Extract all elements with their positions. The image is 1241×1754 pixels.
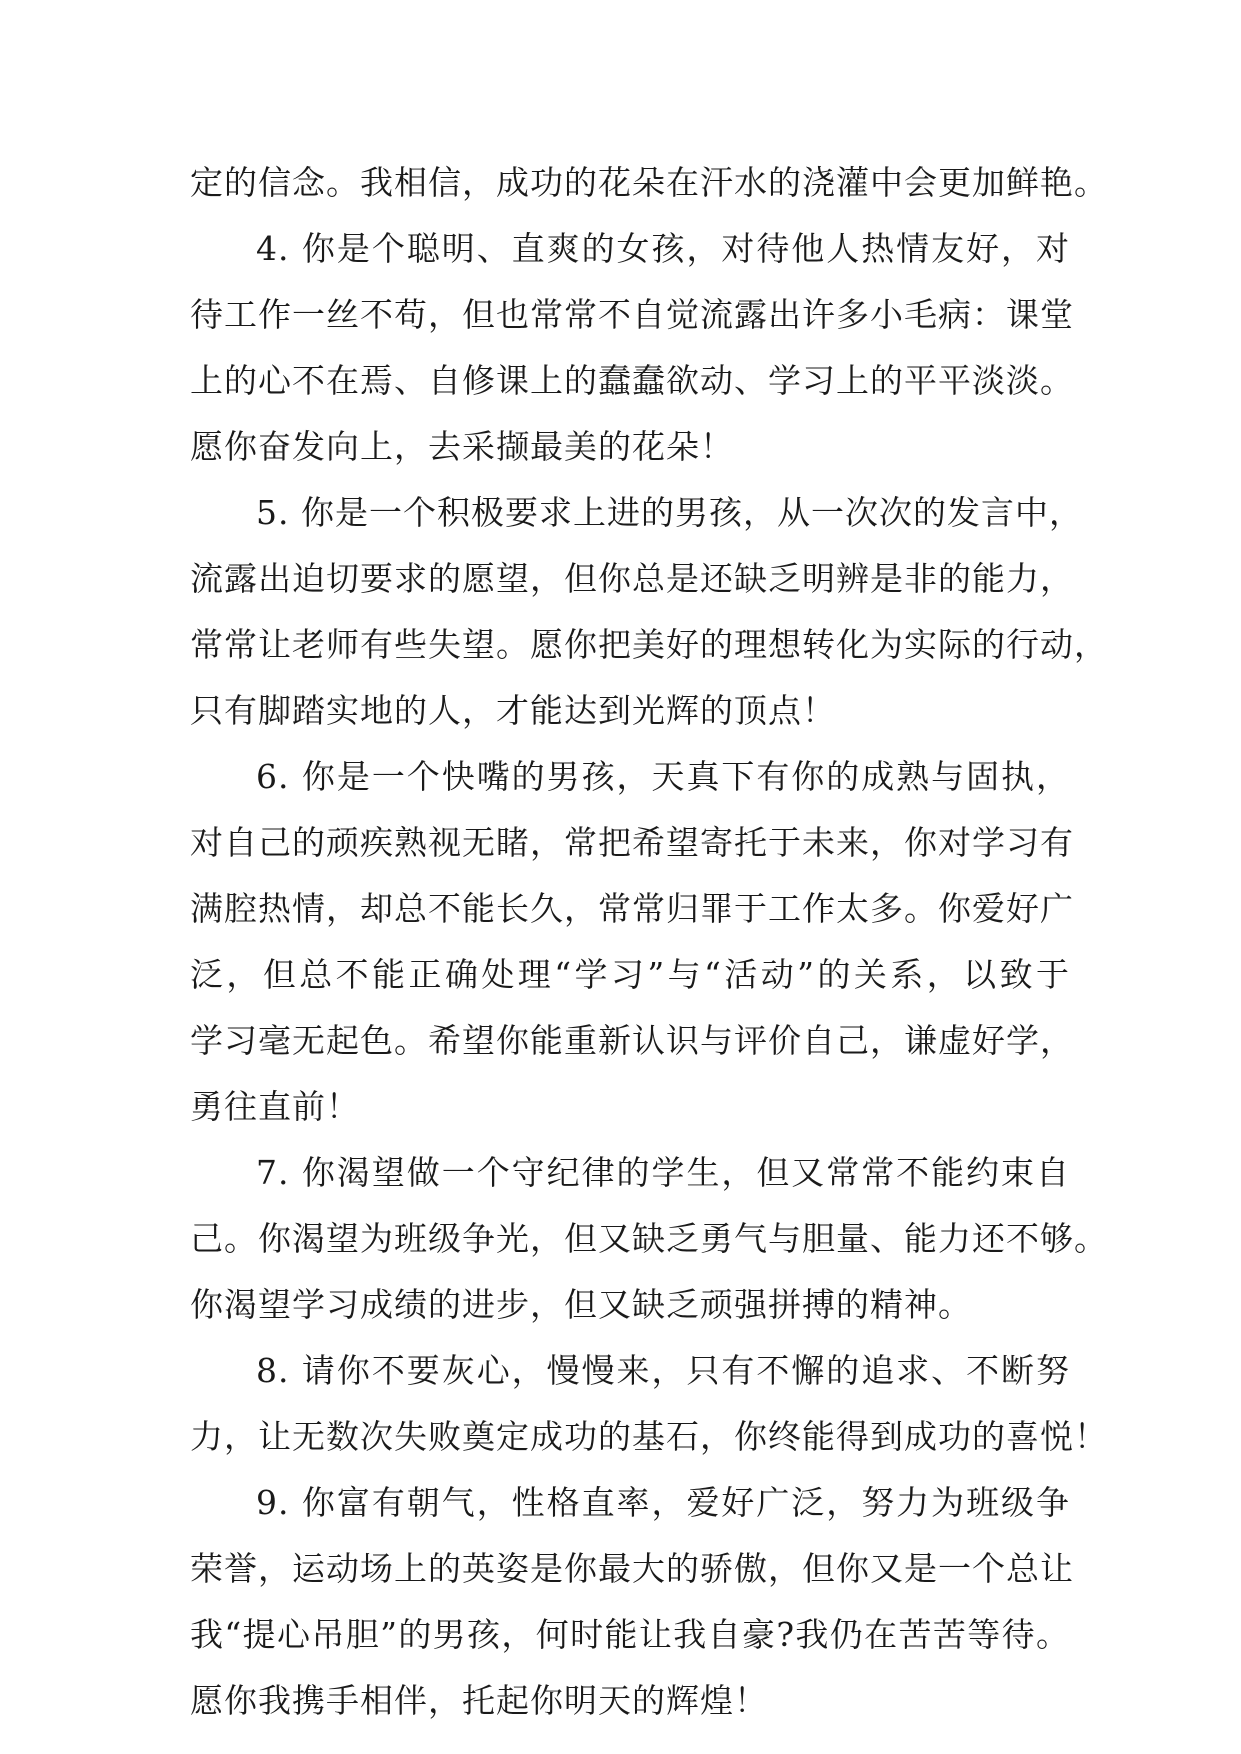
text-line: 己。你渴望为班级争光，但又缺乏勇气与胆量、能力还不够。: [190, 1219, 1108, 1258]
text-line: 常常让老师有些失望。愿你把美好的理想转化为实际的行动，: [190, 625, 1108, 664]
text-line: 待工作一丝不苟，但也常常不自觉流露出许多小毛病：课堂: [190, 295, 1074, 334]
text-line: 勇往直前！: [190, 1087, 360, 1126]
text-line: 力，让无数次失败奠定成功的基石，你终能得到成功的喜悦！: [190, 1417, 1108, 1456]
paragraph-first-line: 7. 你渴望做一个守纪律的学生，但又常常不能约束自: [256, 1153, 1070, 1192]
text-line: 我“提心吊胆”的男孩，何时能让我自豪?我仍在苦苦等待。: [190, 1615, 1070, 1654]
body-text: [190, 160, 1108, 1744]
text-line: 上的心不在焉、自修课上的蠢蠢欲动、学习上的平平淡淡。: [190, 361, 1074, 400]
paragraph-first-line: 5. 你是一个积极要求上进的男孩，从一次次的发言中，: [256, 493, 1083, 532]
text-line: 满腔热情，却总不能长久，常常归罪于工作太多。你爱好广: [190, 889, 1074, 928]
text-line: 荣誉，运动场上的英姿是你最大的骄傲，但你又是一个总让: [190, 1549, 1074, 1588]
paragraph-first-line: 6. 你是一个快嘴的男孩，天真下有你的成熟与固执，: [256, 757, 1070, 796]
paragraph-first-line: 9. 你富有朝气，性格直率，爱好广泛，努力为班级争: [256, 1483, 1070, 1522]
paragraph-first-line: 8. 请你不要灰心，慢慢来，只有不懈的追求、不断努: [256, 1351, 1070, 1390]
text-line: 流露出迫切要求的愿望，但你总是还缺乏明辨是非的能力，: [190, 559, 1074, 598]
text-line: 学习毫无起色。希望你能重新认识与评价自己，谦虚好学，: [190, 1021, 1074, 1060]
text-line: 对自己的顽疾熟视无睹，常把希望寄托于未来，你对学习有: [190, 823, 1074, 862]
text-line: 只有脚踏实地的人，才能达到光辉的顶点！: [190, 691, 836, 730]
text-line: 泛，但总不能正确处理“学习”与“活动”的关系，以致于: [190, 955, 1070, 994]
text-line: 愿你奋发向上，去采撷最美的花朵！: [190, 427, 734, 466]
text-line: 你渴望学习成绩的进步，但又缺乏顽强拼搏的精神。: [190, 1285, 972, 1324]
paragraph-first-line: 4. 你是个聪明、直爽的女孩，对待他人热情友好，对: [256, 229, 1070, 268]
text-line: 定的信念。我相信，成功的花朵在汗水的浇灌中会更加鲜艳。: [190, 163, 1108, 202]
text-line: 愿你我携手相伴，托起你明天的辉煌！: [190, 1681, 768, 1720]
